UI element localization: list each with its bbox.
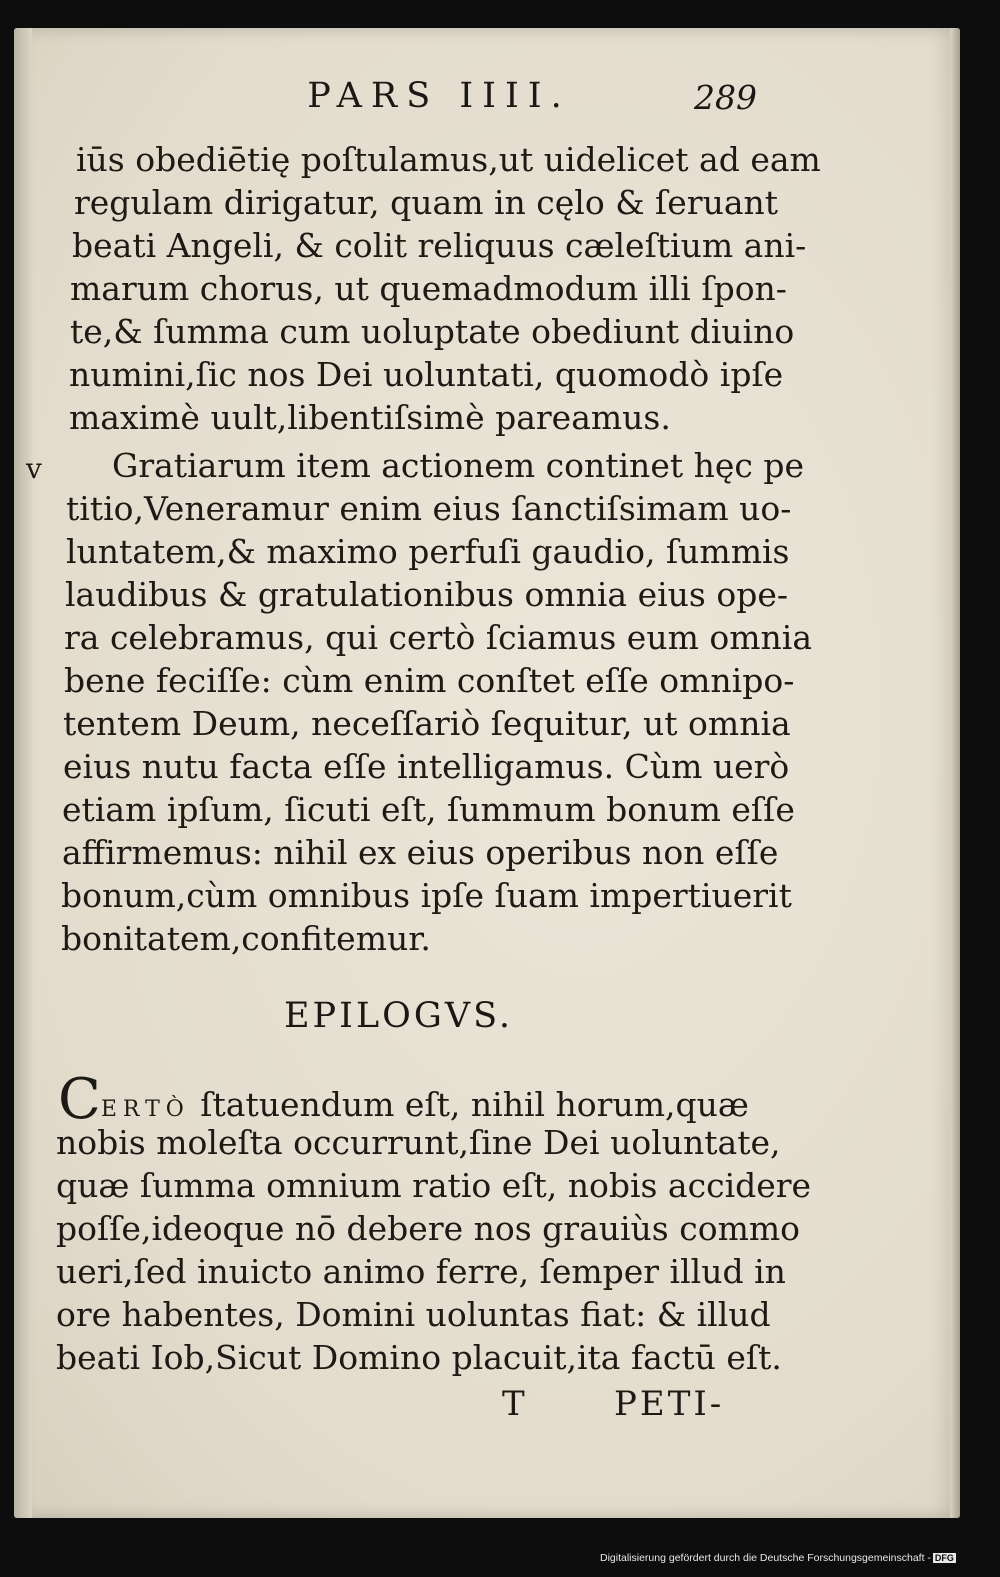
page-number: 289 <box>694 78 757 117</box>
text-line: ore habentes, Domini uoluntas fiat: & illud <box>56 1295 771 1334</box>
text-line: marum chorus, ut quemadmodum illi ſpon- <box>70 269 787 308</box>
text-line: Gratiarum item actionem continet hęc pe <box>112 446 805 485</box>
text-line: ueri,ſed inuicto animo ferre, ſemper illud in <box>56 1252 786 1291</box>
digitization-credit <box>600 1552 996 1564</box>
book-page <box>14 28 960 1518</box>
text-line: quæ ſumma omnium ratio eſt, nobis accidere <box>56 1166 812 1205</box>
text-line: numini,ſic nos Dei uoluntati, quomodò ipſe <box>69 355 784 394</box>
text-line: maximè uult,libentiſsimè pareamus. <box>69 398 671 437</box>
text-line: poſſe,ideoque nō debere nos grauiùs commo <box>56 1209 801 1248</box>
running-head: PARS IIII. <box>307 76 571 116</box>
text-line: bonitatem,confitemur. <box>61 919 431 958</box>
page-edge <box>950 28 960 1518</box>
signature-mark: T <box>502 1384 525 1424</box>
small-caps: ERTÒ <box>100 1097 190 1122</box>
catchword: PETI- <box>614 1384 725 1424</box>
text-line: eius nutu facta eſſe intelligamus. Cùm uerò <box>63 747 790 786</box>
text-line: regulam dirigatur, quam in cęlo & ſeruant <box>74 183 779 222</box>
text-line: affirmemus: nihil ex eius operibus non eſſe <box>62 833 779 872</box>
text-line: luntatem,& maximo perfuſi gaudio, ſummis <box>66 532 790 571</box>
text-line: ra celebramus, qui certò ſciamus eum omnia <box>64 618 812 657</box>
text-line: beati Angeli, & colit reliquus cæleſtium ani- <box>72 226 807 265</box>
text-line: etiam ipſum, ſicuti eſt, ſummum bonum eſſe <box>62 790 795 829</box>
text-line: te,& ſumma cum uoluptate obediunt diuino <box>70 312 795 351</box>
text-line: nobis moleſta occurrunt,ſine Dei uoluntate, <box>56 1123 781 1162</box>
section-heading: EPILOGVS. <box>284 996 513 1036</box>
text-line: tentem Deum, neceſſariò ſequitur, ut omnia <box>63 704 791 743</box>
page-gutter <box>14 28 32 1518</box>
text-line: bonum,cùm omnibus ipſe ſuam impertiuerit <box>61 876 792 915</box>
text-line: bene feciſſe: cùm enim conſtet eſſe omnipo- <box>64 661 795 700</box>
first-line-rest: ſtatuendum eſt, nihil horum,quæ <box>189 1085 749 1124</box>
drop-cap: C <box>58 1067 101 1132</box>
text-line: laudibus & gratulationibus omnia eius ope- <box>65 575 789 614</box>
dfg-logo: DFG <box>934 1553 954 1563</box>
margin-note: v <box>26 452 42 485</box>
credit-text: Digitalisierung gefördert durch die Deutsche Forschungsgemeinschaft - <box>600 1552 931 1564</box>
text-line: titio,Veneramur enim eius ſanctiſsimam uo- <box>66 489 792 528</box>
text-line: beati Iob,Sicut Domino placuit,ita factū eſt. <box>56 1338 782 1377</box>
text-line: iūs obediētię poſtulamus,ut uidelicet ad eam <box>76 140 821 179</box>
